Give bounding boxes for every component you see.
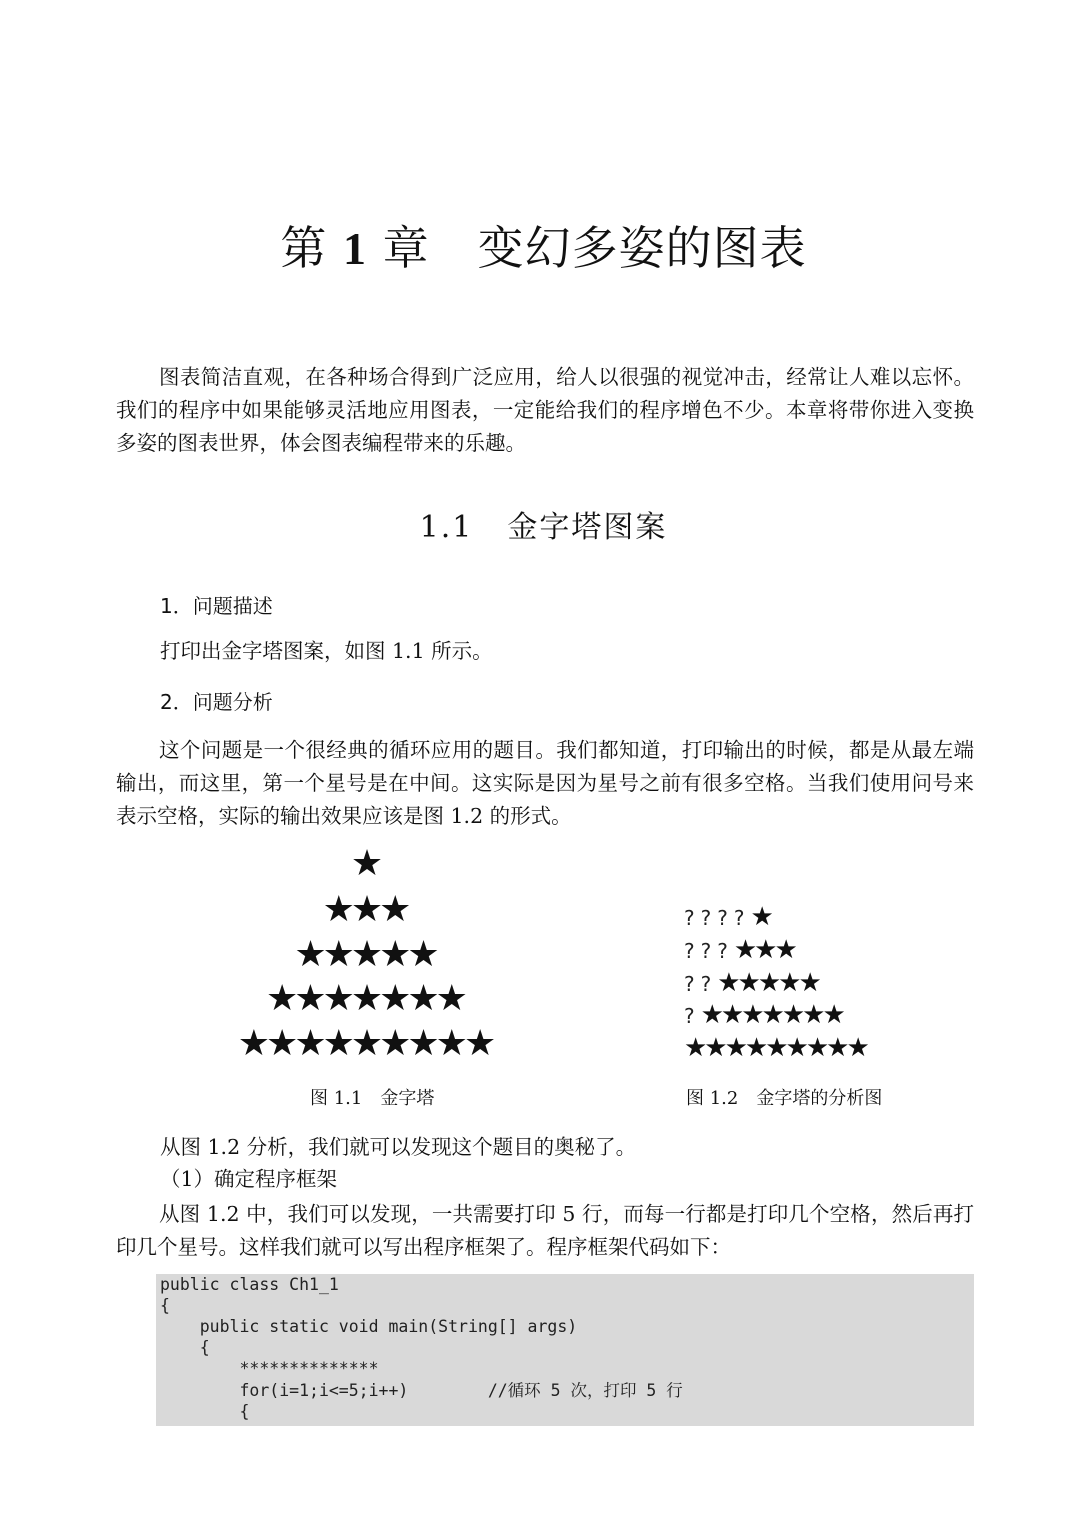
code-line: public static void main(String[] args) — [160, 1317, 578, 1336]
analysis-row — [684, 1033, 867, 1064]
pyramid-row: ★★★★★ — [294, 934, 436, 975]
analysis-stars: ★★★★★ — [717, 968, 819, 998]
analysis-row — [684, 1000, 843, 1031]
code-line: ************** — [160, 1359, 379, 1378]
analysis-spaces: ? — [684, 1004, 701, 1028]
problem-description-text: 打印出金字塔图案，如图 1.1 所示。 — [160, 639, 493, 663]
code-line: { — [160, 1338, 210, 1357]
analysis-spaces: ???? — [684, 906, 751, 930]
code-line: { — [160, 1402, 250, 1421]
after-figure-text: 从图 1.2 分析，我们就可以发现这个题目的奥秘了。 — [160, 1135, 637, 1159]
analysis-row — [684, 902, 771, 933]
chapter-number: 1 — [343, 223, 367, 274]
pyramid-row: ★ — [350, 843, 380, 884]
heading-problem-description: 1．问题描述 — [160, 594, 273, 618]
step-1-heading: （1）确定程序框架 — [160, 1167, 338, 1191]
problem-analysis-text: 这个问题是一个很经典的循环应用的题目。我们都知道，打印输出的时候，都是从最左端输出，而这里，第一个星号是在中间。这实际是因为星号之前有很多空格。当我们使用问号来表示空格，实际的输出效果应该是图 1.2 的形式。 — [116, 738, 974, 828]
analysis-stars: ★★★★★★★★★ — [684, 1033, 867, 1063]
analysis-row — [684, 935, 795, 966]
section-number: 1.1 — [419, 510, 474, 545]
chapter-name: 变幻多姿的图表 — [477, 221, 807, 275]
heading-problem-analysis: 2．问题分析 — [160, 690, 273, 714]
chapter-title — [0, 212, 1087, 278]
pyramid-row: ★★★★★★★★★ — [237, 1023, 493, 1064]
analysis-stars: ★★★★★★★ — [700, 1000, 843, 1030]
code-line: { — [160, 1296, 170, 1315]
chapter-prefix: 第 — [280, 221, 328, 275]
analysis-spaces: ??? — [684, 939, 734, 963]
section-title — [0, 502, 1087, 546]
figure-1-caption: 图 1.1 金字塔 — [310, 1088, 435, 1109]
analysis-stars: ★ — [750, 902, 771, 932]
section-name: 金字塔图案 — [507, 510, 668, 545]
analysis-spaces: ?? — [684, 972, 718, 996]
figure-2-caption: 图 1.2 金字塔的分析图 — [686, 1088, 883, 1109]
intro-paragraph: 图表简洁直观，在各种场合得到广泛应用，给人以很强的视觉冲击，经常让人难以忘怀。我们的程序中如果能够灵活地应用图表，一定能给我们的程序增色不少。本章将带你进入变换多姿的图表世界，体会图表编程带来的乐趣。 — [116, 365, 974, 455]
pyramid-row: ★★★ — [322, 889, 408, 930]
chapter-suffix: 章 — [382, 221, 430, 275]
pyramid-row: ★★★★★★★ — [266, 978, 464, 1019]
code-line: public class Ch1_1 — [160, 1275, 339, 1294]
analysis-row — [684, 968, 819, 999]
code-line: for(i=1;i<=5;i++) //循环 5 次，打印 5 行 — [160, 1381, 683, 1400]
framework-text: 从图 1.2 中，我们可以发现，一共需要打印 5 行，而每一行都是打印几个空格，然后再打印几个星号。这样我们就可以写出程序框架了。程序框架代码如下： — [116, 1202, 974, 1259]
code-block — [156, 1274, 974, 1426]
analysis-stars: ★★★ — [733, 935, 795, 965]
